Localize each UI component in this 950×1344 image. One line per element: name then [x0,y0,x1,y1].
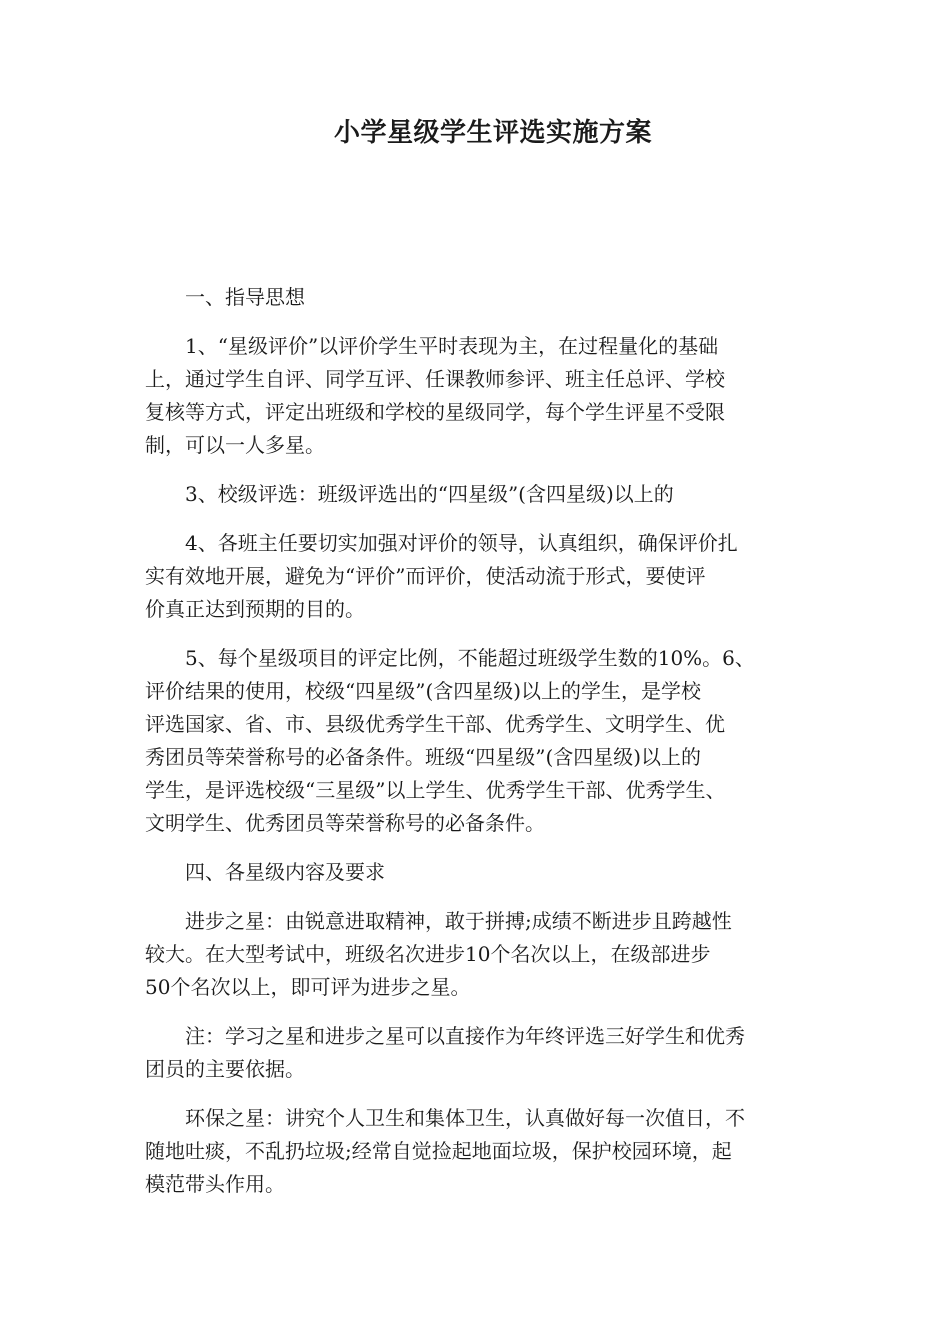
text-line: 制，可以一人多星。 [145,433,325,457]
document-title: 小学星级学生评选实施方案 [333,118,652,148]
text-line: 秀团员等荣誉称号的必备条件。班级“四星级”(含四星级)以上的 [145,745,702,769]
text-line: 评选国家、省、市、县级优秀学生干部、优秀学生、文明学生、优 [145,712,725,736]
text-line: 模范带头作用。 [145,1172,285,1196]
text-line: 随地吐痰，不乱扔垃圾;经常自觉捡起地面垃圾，保护校园环境，起 [145,1139,732,1163]
text-line: 文明学生、优秀团员等荣誉称号的必备条件。 [145,811,545,835]
paragraph-guiding-thought-heading [145,281,835,314]
paragraph-item-1 [145,330,835,462]
paragraph-environment-star [145,1102,835,1201]
text-line: 进步之星：由锐意进取精神，敢于拼搏;成绩不断进步且跨越性 [185,909,732,933]
text-line: 50个名次以上，即可评为进步之星。 [145,975,471,999]
text-line: 实有效地开展，避免为“评价”而评价，使活动流于形式，要使评 [145,564,706,588]
paragraph-star-requirements-heading [145,856,835,889]
text-line: 团员的主要依据。 [145,1057,305,1081]
text-line: 学生，是评选校级“三星级”以上学生、优秀学生干部、优秀学生、 [145,778,726,802]
text-line: 复核等方式，评定出班级和学校的星级同学，每个学生评星不受限 [145,400,725,424]
text-line: 上，通过学生自评、同学互评、任课教师参评、班主任总评、学校 [145,367,725,391]
text-line: 一、指导思想 [185,285,305,309]
text-line: 价真正达到预期的目的。 [145,597,365,621]
paragraph-note [145,1020,835,1086]
paragraph-item-5 [145,642,835,840]
text-line: 注：学习之星和进步之星可以直接作为年终评选三好学生和优秀 [185,1024,745,1048]
text-line: 环保之星：讲究个人卫生和集体卫生，认真做好每一次值日，不 [185,1106,745,1130]
paragraph-progress-star [145,905,835,1004]
document-body [145,281,835,1217]
text-line: 3、校级评选：班级评选出的“四星级”(含四星级)以上的 [185,482,674,506]
text-line: 较大。在大型考试中，班级名次进步10个名次以上，在级部进步 [145,942,711,966]
text-line: 1、“星级评价”以评价学生平时表现为主，在过程量化的基础 [185,334,719,358]
text-line: 4、各班主任要切实加强对评价的领导，认真组织，确保评价扎 [185,531,738,555]
text-line: 5、每个星级项目的评定比例，不能超过班级学生数的10%。6、 [185,646,755,670]
text-line: 四、各星级内容及要求 [185,860,385,884]
paragraph-item-3 [145,478,835,511]
text-line: 评价结果的使用，校级“四星级”(含四星级)以上的学生，是学校 [145,679,702,703]
paragraph-item-4 [145,527,835,626]
